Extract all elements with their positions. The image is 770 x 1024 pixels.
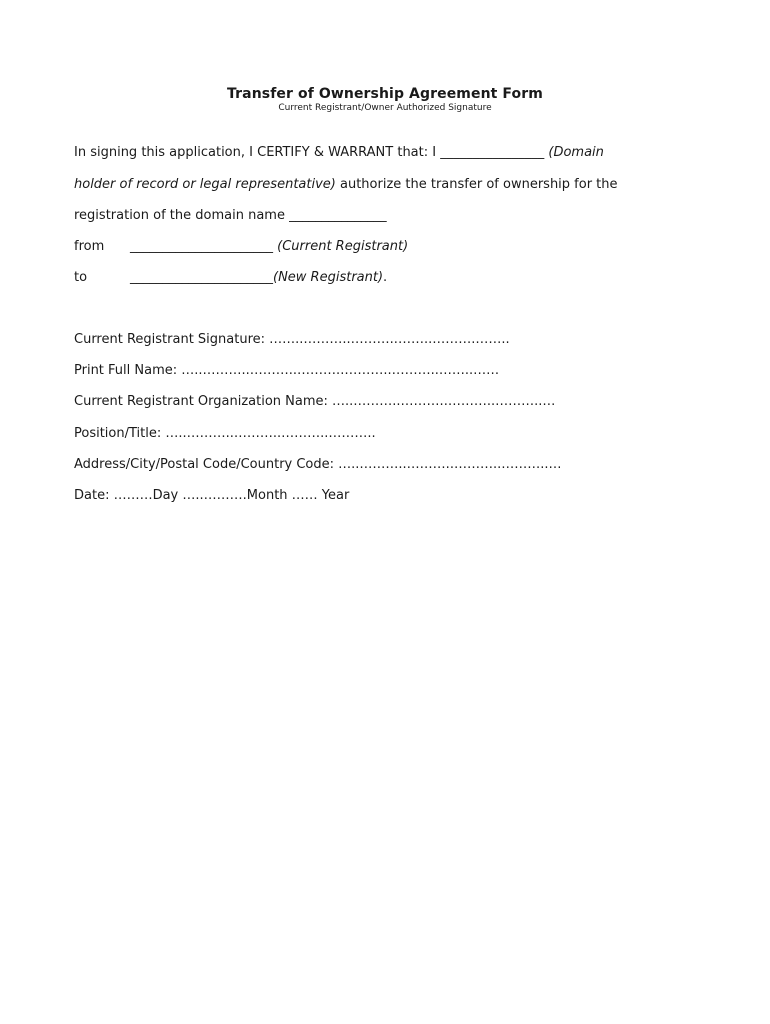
address-field: Address/City/Postal Code/Country Code: …..………..………..………..………..… xyxy=(74,457,562,472)
certify-text: In signing this application, I CERTIFY & WARRANT that: I ________________ xyxy=(74,145,549,160)
certify-line-1 xyxy=(74,144,604,162)
certify-italic: (Domain xyxy=(548,145,604,160)
form-subtitle: Current Registrant/Owner Authorized Signature xyxy=(278,103,492,113)
certify-line-2 xyxy=(74,176,618,194)
to-label: to xyxy=(74,270,88,285)
signature-field: Current Registrant Signature: ……..………..………..……..……….…….. xyxy=(74,332,510,347)
full-name-field: Print Full Name: …..………..………..………..………..………..……..…… xyxy=(74,363,500,378)
holder-italic: holder of record or legal representative) xyxy=(74,177,336,192)
from-label: from xyxy=(74,239,105,254)
organization-field: Current Registrant Organization Name: …..………..………..………..………..… xyxy=(74,394,556,409)
new-registrant-italic: (New Registrant) xyxy=(273,270,384,285)
current-registrant-italic: (Current Registrant) xyxy=(277,239,409,254)
authorize-text: authorize the transfer of ownership for the xyxy=(335,177,618,192)
form-title: Transfer of Ownership Agreement Form xyxy=(227,86,543,102)
to-line xyxy=(74,269,387,287)
domain-name-line: registration of the domain name _______________ xyxy=(74,208,387,223)
from-blank: ______________________ xyxy=(130,239,278,254)
to-end: . xyxy=(383,270,388,285)
to-blank: ______________________ xyxy=(130,270,273,285)
position-field: Position/Title: …..………..………..………..……….. xyxy=(74,426,376,441)
date-field: Date: ………Day …..……….Month …… Year xyxy=(74,488,350,503)
from-line xyxy=(74,238,408,256)
